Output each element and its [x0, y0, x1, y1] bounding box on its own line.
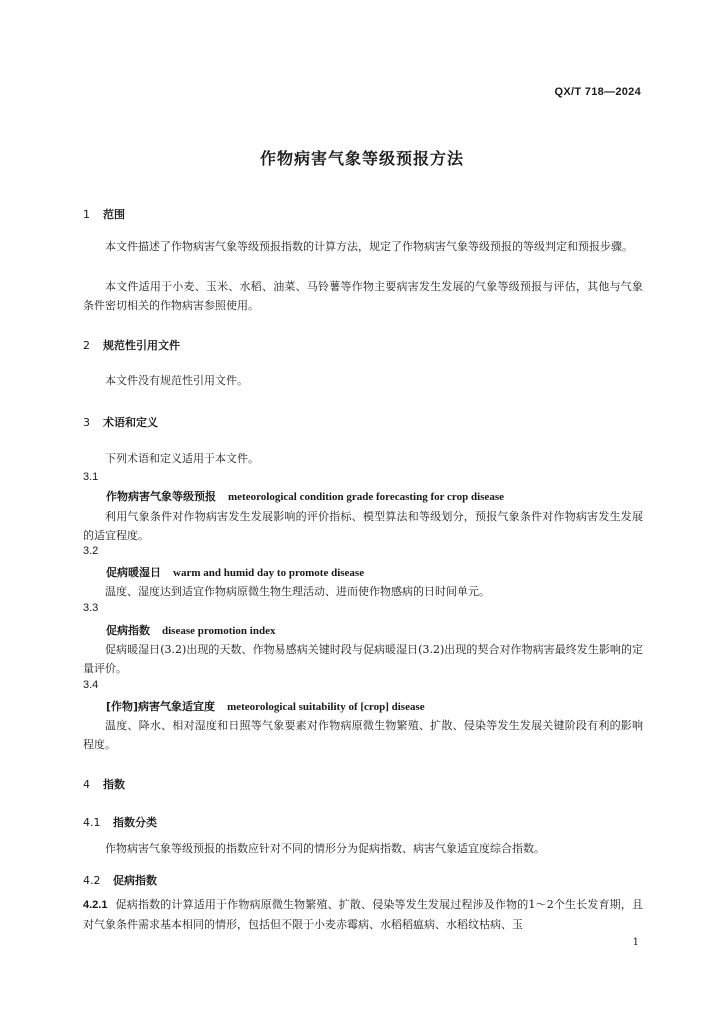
- clause-number: 4.2.1: [83, 899, 108, 911]
- section-title: 范围: [103, 208, 125, 221]
- term-3-2-definition: 温度、湿度达到适宜作物病原微生物生理活动、进而使作物感病的日时间单元。: [105, 585, 490, 598]
- term-3-3-number: 3.3: [83, 602, 99, 614]
- section-title: 术语和定义: [103, 416, 158, 429]
- section-number: 2: [83, 339, 90, 352]
- subsection-4-1-paragraph: 作物病害气象等级预报的指数应针对不同的情形分为促病指数、病害气象适宜度综合指数。: [105, 842, 545, 855]
- term-3-1-number: 3.1: [83, 471, 99, 483]
- term-chinese: [作物]病害气象适宜度: [106, 700, 216, 713]
- term-chinese: 促病指数: [106, 624, 150, 637]
- term-english: meteorological suitability of [crop] disease: [227, 701, 425, 713]
- subsection-number: 4.2: [83, 874, 101, 887]
- section-3-heading: [83, 414, 158, 430]
- section-1-heading: [83, 206, 125, 222]
- term-3-1-definition: 利用气象条件对作物病害发生发展影响的评价指标、模型算法和等级划分，预报气象条件对作物病害发生发展的适宜程度。: [83, 510, 643, 542]
- section-number: 3: [83, 416, 90, 429]
- subsection-4-1-heading: [83, 814, 157, 830]
- section-4-heading: [83, 776, 125, 792]
- subsection-number: 4.1: [83, 816, 101, 829]
- section-title: 规范性引用文件: [103, 339, 180, 352]
- section-number: 1: [83, 208, 90, 221]
- term-chinese: 促病暖湿日: [106, 566, 161, 579]
- section-1-paragraph-2: 本文件适用于小麦、玉米、水稻、油菜、马铃薯等作物主要病害发生发展的气象等级预报与评估，其他与气象条件密切相关的作物病害参照使用。: [83, 280, 643, 312]
- clause-4-2-1: [83, 895, 643, 934]
- subsection-title: 促病指数: [113, 874, 157, 887]
- document-title: 作物病害气象等级预报方法: [259, 149, 464, 168]
- section-2-paragraph-1: 本文件没有规范性引用文件。: [105, 374, 248, 387]
- term-3-4-number: 3.4: [83, 679, 99, 691]
- term-chinese: 作物病害气象等级预报: [106, 490, 216, 503]
- page-number: 1: [632, 937, 639, 948]
- term-3-3-definition: 促病暖湿日(3.2)出现的天数、作物易感病关键时段与促病暖湿日(3.2)出现的契合对作物病害最终发生影响的定量评价。: [83, 643, 643, 675]
- term-english: meteorological condition grade forecasting for crop disease: [228, 491, 504, 503]
- section-2-heading: [83, 337, 180, 353]
- term-3-1: [106, 488, 504, 504]
- term-3-4: [106, 698, 425, 714]
- standard-code: QX/T 718—2024: [554, 86, 641, 98]
- clause-text: 促病指数的计算适用于作物病原微生物繁殖、扩散、侵染等发生发展过程涉及作物的1～2个生长发育期，且对气象条件需求基本相同的情形，包括但不限于小麦赤霉病、水稻稻瘟病、水稻纹枯病、玉: [83, 898, 643, 931]
- section-1-paragraph-1: 本文件描述了作物病害气象等级预报指数的计算方法，规定了作物病害气象等级预报的等级判定和预报步骤。: [105, 240, 633, 253]
- term-3-2-number: 3.2: [83, 545, 99, 557]
- section-3-intro: 下列术语和定义适用于本文件。: [105, 452, 259, 465]
- section-number: 4: [83, 778, 90, 791]
- subsection-title: 指数分类: [113, 816, 157, 829]
- term-english: disease promotion index: [162, 625, 276, 637]
- term-3-4-definition: 温度、降水、相对湿度和日照等气象要素对作物病原微生物繁殖、扩散、侵染等发生发展关键阶段有利的影响程度。: [83, 719, 643, 751]
- term-3-3: [106, 622, 275, 638]
- section-title: 指数: [103, 778, 125, 791]
- term-3-2: [106, 564, 364, 580]
- subsection-4-2-heading: [83, 872, 157, 888]
- term-english: warm and humid day to promote disease: [173, 567, 365, 579]
